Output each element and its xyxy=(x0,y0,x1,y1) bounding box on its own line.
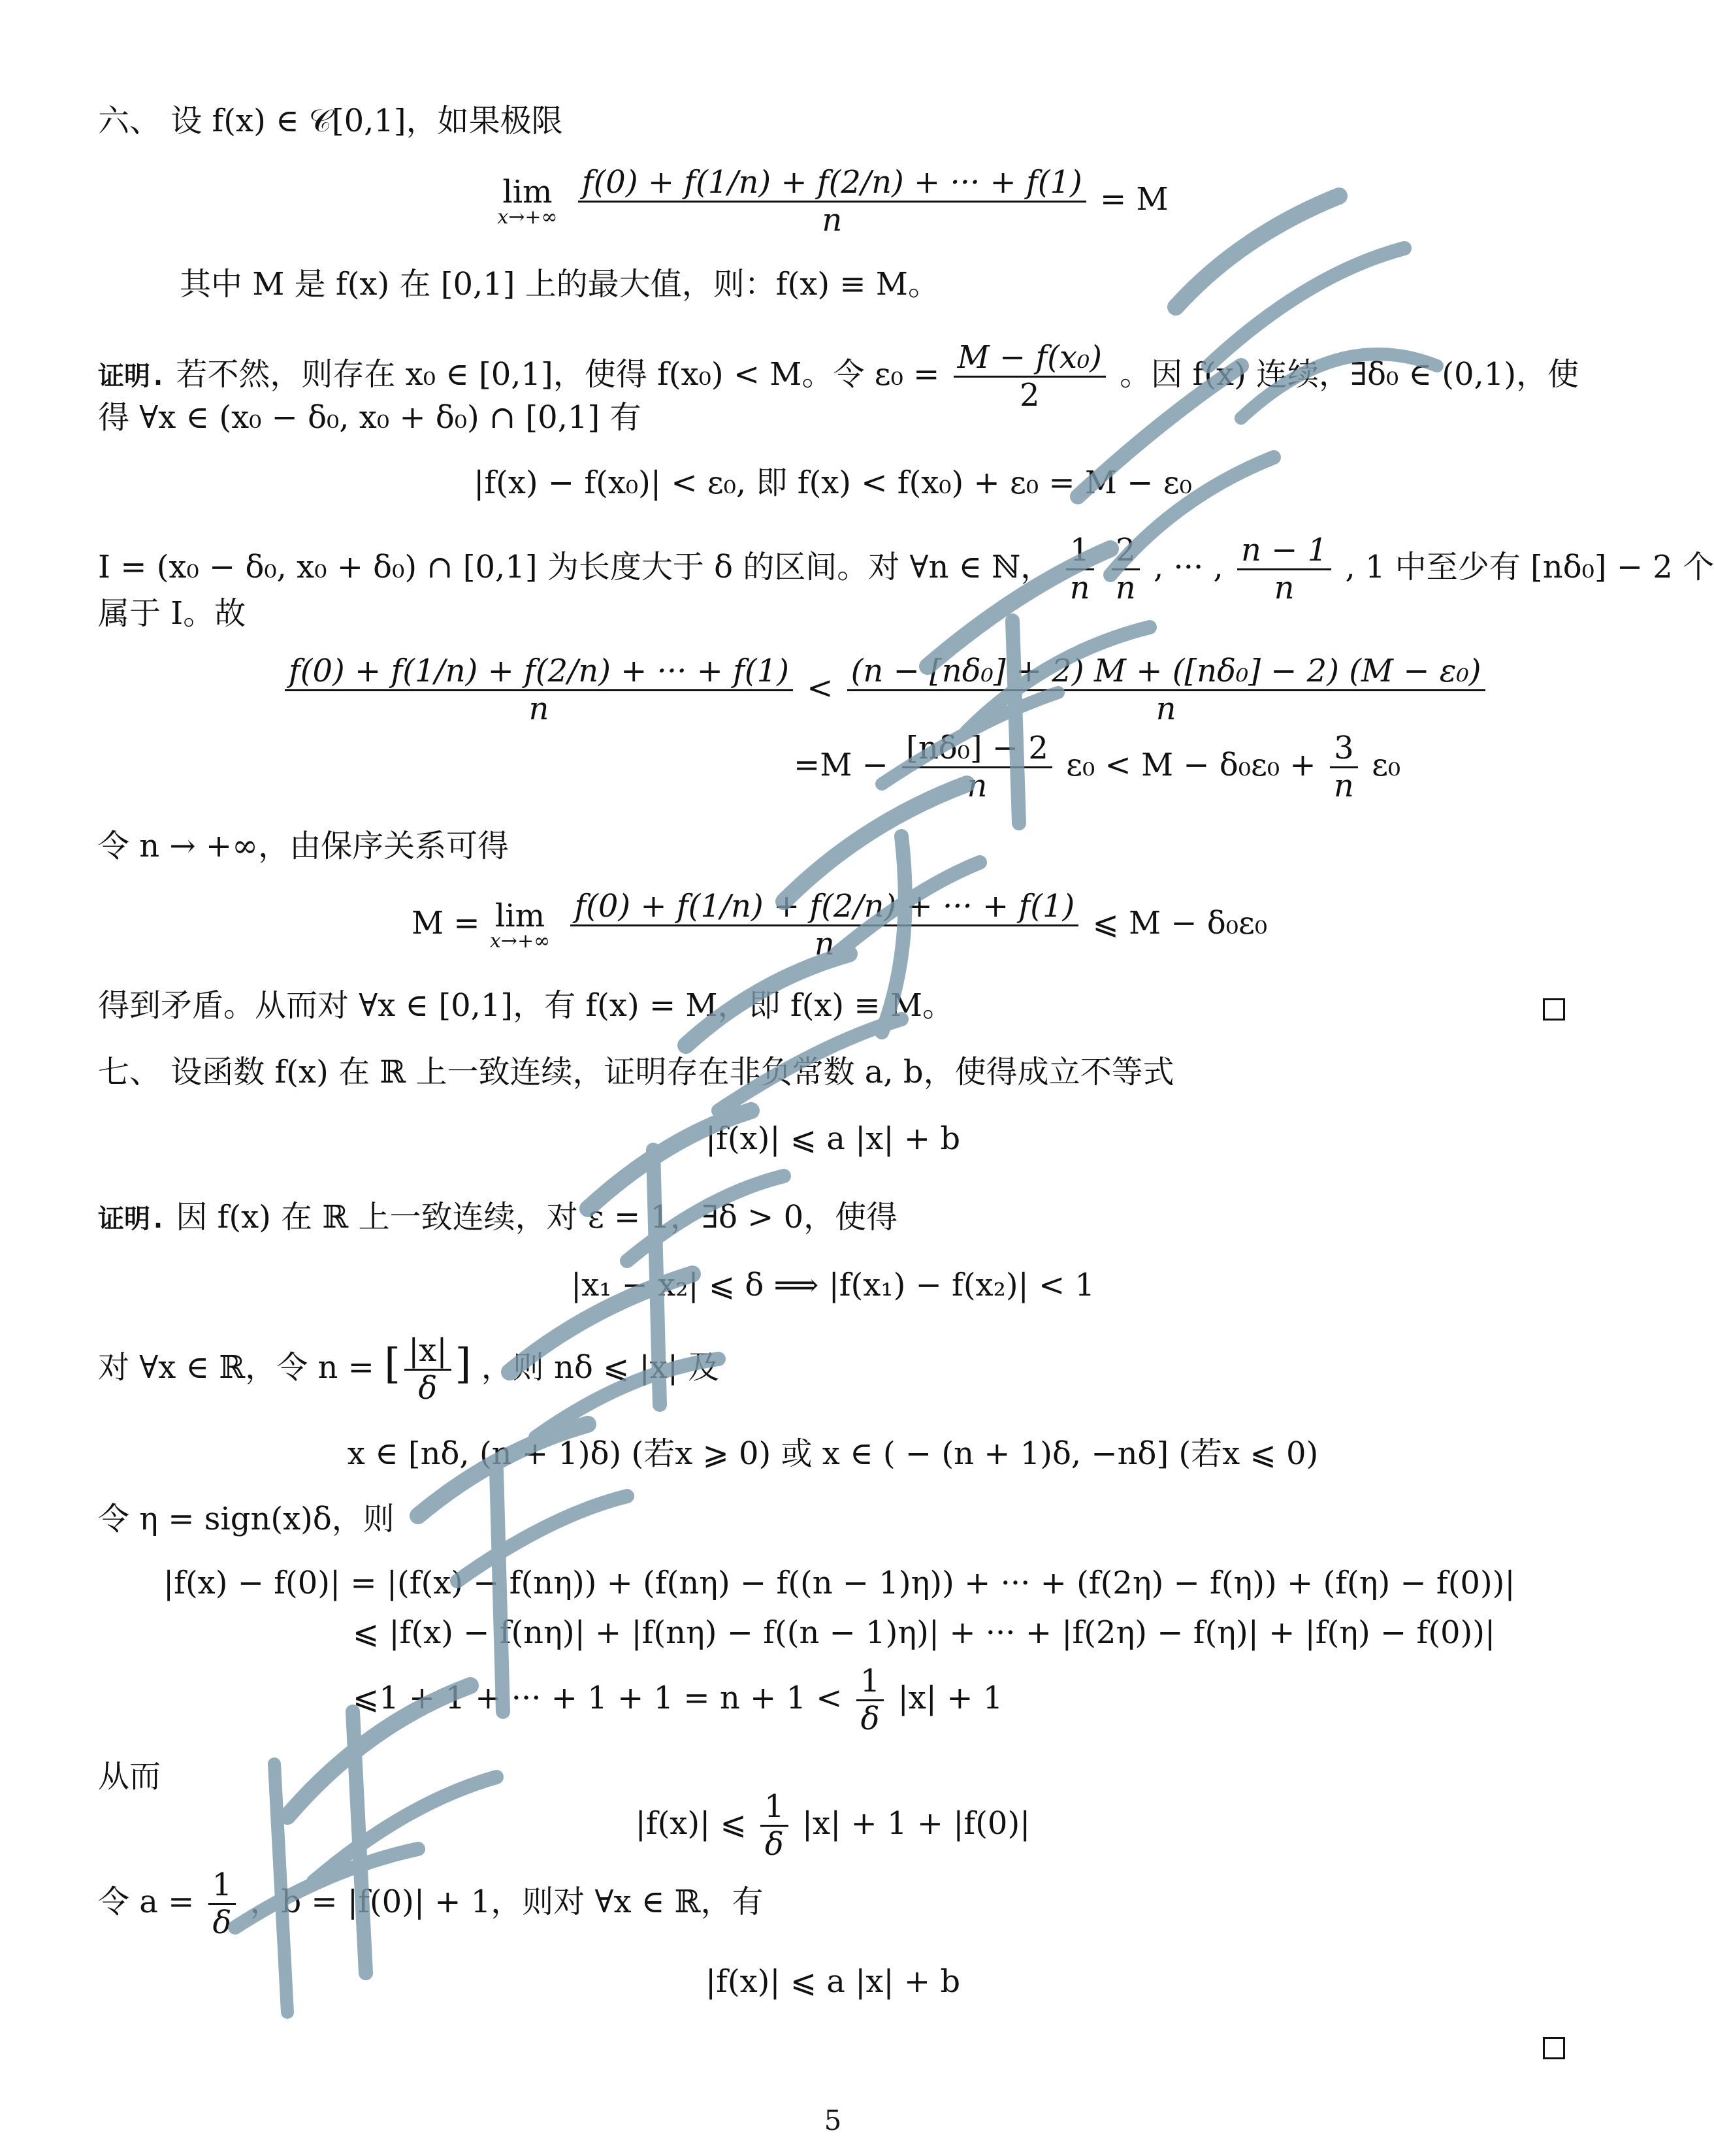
fraction-numerator: (n − [nδ₀] + 2) M + ([nδ₀] − 2) (M − ε₀) xyxy=(847,653,1485,691)
lim-word: lim xyxy=(502,173,553,210)
problem-6-note: 其中 M 是 f(x) 在 [0,1] 上的最大值，则：f(x) ≡ M。 xyxy=(180,266,939,302)
fraction-numerator: [nδ₀] − 2 xyxy=(902,730,1052,768)
seq-fraction-1 xyxy=(1066,532,1094,606)
bound-inequality-2 xyxy=(794,730,1400,804)
result-inequality xyxy=(0,1789,1666,1863)
proof-6-line-2: 得 ∀x ∈ (x₀ − δ₀, x₀ + δ₀) ∩ [0,1] 有 xyxy=(98,399,641,436)
floor-bracket-left: [ xyxy=(384,1340,401,1389)
let-ab-text: ，b = |f(0)| + 1，则对 ∀x ∈ ℝ，有 xyxy=(250,1884,764,1921)
bound-inequality xyxy=(281,653,1489,727)
fraction-numerator: f(0) + f(1/n) + f(2/n) + ··· + f(1) xyxy=(578,165,1086,203)
interval-text: I = (x₀ − δ₀, x₀ + δ₀) ∩ [0,1] 为长度大于 δ 的区间。对 ∀n ∈ ℕ， xyxy=(98,549,1052,586)
fraction-numerator: 1 xyxy=(760,1789,788,1827)
epsilon-fraction xyxy=(954,340,1106,414)
proof-7-line-1 xyxy=(98,1200,897,1235)
final-rhs: ⩽ M − δ₀ε₀ xyxy=(1092,905,1268,942)
fraction-denominator: n xyxy=(1156,691,1176,728)
limit-rhs: = M xyxy=(1100,181,1169,218)
lim-subscript: x→+∞ xyxy=(489,930,551,953)
seq-dots: , ··· , xyxy=(1153,549,1223,586)
qed-box xyxy=(1543,2037,1565,2059)
fraction-denominator: δ xyxy=(764,1826,784,1863)
let-ab-fraction xyxy=(208,1867,236,1941)
limit-operator xyxy=(497,174,557,229)
chain3-fraction xyxy=(856,1663,884,1737)
final-inequality: |f(x)| ⩽ a |x| + b xyxy=(705,1963,961,2000)
fraction-denominator: n xyxy=(967,768,988,805)
problem-6-header: 六、 设 f(x) ∈ 𝒞[0,1]，如果极限 xyxy=(98,103,563,139)
proof-text: 。因 f(x) 连续，∃δ₀ ∈ (0,1)，使 xyxy=(1120,356,1579,393)
bound2-fraction-2 xyxy=(1330,730,1358,804)
proof-label: 证明. xyxy=(98,361,167,392)
fraction-numerator: f(0) + f(1/n) + f(2/n) + ··· + f(1) xyxy=(285,653,793,691)
bound-text: ε₀ < M − δ₀ε₀ + xyxy=(1066,747,1316,784)
let-n-text: ，则 nδ ⩽ |x| 及 xyxy=(481,1349,720,1386)
proof-label: 证明. xyxy=(98,1204,167,1234)
fraction-denominator: n xyxy=(1274,570,1295,607)
interval-line xyxy=(98,532,1714,606)
fraction-numerator: M − f(x₀) xyxy=(954,340,1106,378)
chain-text: ⩽1 + 1 + ··· + 1 + 1 = n + 1 < xyxy=(353,1680,843,1717)
fraction-denominator: n xyxy=(1115,570,1136,607)
let-ab-line xyxy=(98,1867,764,1941)
fraction-denominator: δ xyxy=(860,1701,880,1738)
continuity-inequality: |f(x) − f(x₀)| < ε₀, 即 f(x) < f(x₀) + ε₀ = M − ε₀ xyxy=(474,465,1192,501)
telescoping-chain-3 xyxy=(353,1663,1003,1737)
less-than: < xyxy=(807,670,833,707)
result-fraction xyxy=(760,1789,788,1863)
let-n-definition xyxy=(98,1333,719,1407)
fraction-denominator: n xyxy=(1069,570,1090,607)
telescoping-chain-1: |f(x) − f(0)| = |(f(x) − f(nη)) + (f(nη) − f((n − 1)η)) + ··· + (f(2η) − f(η)) + (f(η) − f(0))| xyxy=(163,1565,1515,1601)
proof-text: 因 f(x) 在 ℝ 上一致连续，对 ε = 1，∃δ > 0，使得 xyxy=(176,1199,898,1235)
fraction-numerator: |x| xyxy=(404,1333,451,1371)
fraction-denominator: δ xyxy=(418,1370,438,1407)
fraction-numerator: 3 xyxy=(1330,730,1358,768)
interval-line-2: 属于 I。故 xyxy=(98,595,246,632)
riemann-sum-fraction xyxy=(578,165,1086,238)
floor-bracket-right: ] xyxy=(455,1340,472,1389)
final-lhs: M = xyxy=(412,905,480,942)
bound2-fraction xyxy=(902,730,1052,804)
proof-text: 若不然，则存在 x₀ ∈ [0,1]，使得 f(x₀) < M。令 ε₀ = xyxy=(176,356,940,393)
fraction-numerator: n − 1 xyxy=(1237,532,1331,570)
telescoping-chain-2: ⩽ |f(x) − f(nη)| + |f(nη) − f((n − 1)η)| + ··· + |f(2η) − f(η)| + |f(η) − f(0))| xyxy=(353,1614,1496,1651)
let-n-line: 令 n → +∞，由保序关系可得 xyxy=(98,828,509,864)
bound-text: ε₀ xyxy=(1372,747,1401,784)
qed-box xyxy=(1543,998,1565,1021)
fraction-denominator: 2 xyxy=(1020,377,1040,414)
bound-text: =M − xyxy=(794,747,888,784)
problem-7-statement: |f(x)| ⩽ a |x| + b xyxy=(705,1120,961,1157)
case-intervals: x ∈ [nδ, (n + 1)δ) (若x ⩾ 0) 或 x ∈ ( − (n + 1)δ, −nδ] (若x ⩽ 0) xyxy=(347,1435,1319,1472)
final-fraction xyxy=(570,889,1078,962)
final-limit xyxy=(412,889,1267,962)
let-eta-line: 令 η = sign(x)δ，则 xyxy=(98,1501,395,1537)
fraction-numerator: 1 xyxy=(208,1867,236,1905)
let-ab-text: 令 a = xyxy=(98,1884,195,1921)
fraction-numerator: 2 xyxy=(1112,532,1140,570)
seq-fraction-2 xyxy=(1112,532,1140,606)
limit-expression xyxy=(0,165,1666,238)
limit-operator xyxy=(490,898,550,953)
fraction-numerator: f(0) + f(1/n) + f(2/n) + ··· + f(1) xyxy=(570,889,1078,926)
uniform-continuity-implication: |x₁ − x₂| ⩽ δ ⟹ |f(x₁) − f(x₂)| < 1 xyxy=(570,1267,1095,1303)
lim-word: lim xyxy=(494,897,545,934)
fraction-denominator: n xyxy=(814,926,835,963)
fraction-denominator: n xyxy=(528,691,549,728)
let-n-text: 对 ∀x ∈ ℝ，令 n = xyxy=(98,1349,374,1386)
bound-rhs-fraction xyxy=(847,653,1485,727)
lim-subscript: x→+∞ xyxy=(497,206,558,229)
page-number: 5 xyxy=(824,2104,842,2136)
problem-7-header: 七、 设函数 f(x) 在 ℝ 上一致连续，证明存在非负常数 a, b，使得成立不等式 xyxy=(98,1054,1174,1090)
fraction-denominator: n xyxy=(1333,768,1354,805)
thus-line: 从而 xyxy=(98,1758,161,1795)
fraction-numerator: 1 xyxy=(856,1663,884,1701)
chain-text: |x| + 1 xyxy=(897,1680,1003,1717)
conclusion-6: 得到矛盾。从而对 ∀x ∈ [0,1]，有 f(x) = M，即 f(x) ≡ M。 xyxy=(98,987,954,1024)
bound-lhs-fraction xyxy=(285,653,793,727)
result-text: |x| + 1 + |f(0)| xyxy=(801,1805,1031,1842)
fraction-denominator: n xyxy=(822,202,843,239)
interval-text: , 1 中至少有 [nδ₀] − 2 个 xyxy=(1345,549,1714,586)
seq-fraction-3 xyxy=(1237,532,1331,606)
n-fraction xyxy=(404,1333,451,1407)
fraction-denominator: δ xyxy=(212,1904,232,1942)
result-text: |f(x)| ⩽ xyxy=(635,1805,747,1842)
fraction-numerator: 1 xyxy=(1066,532,1094,570)
